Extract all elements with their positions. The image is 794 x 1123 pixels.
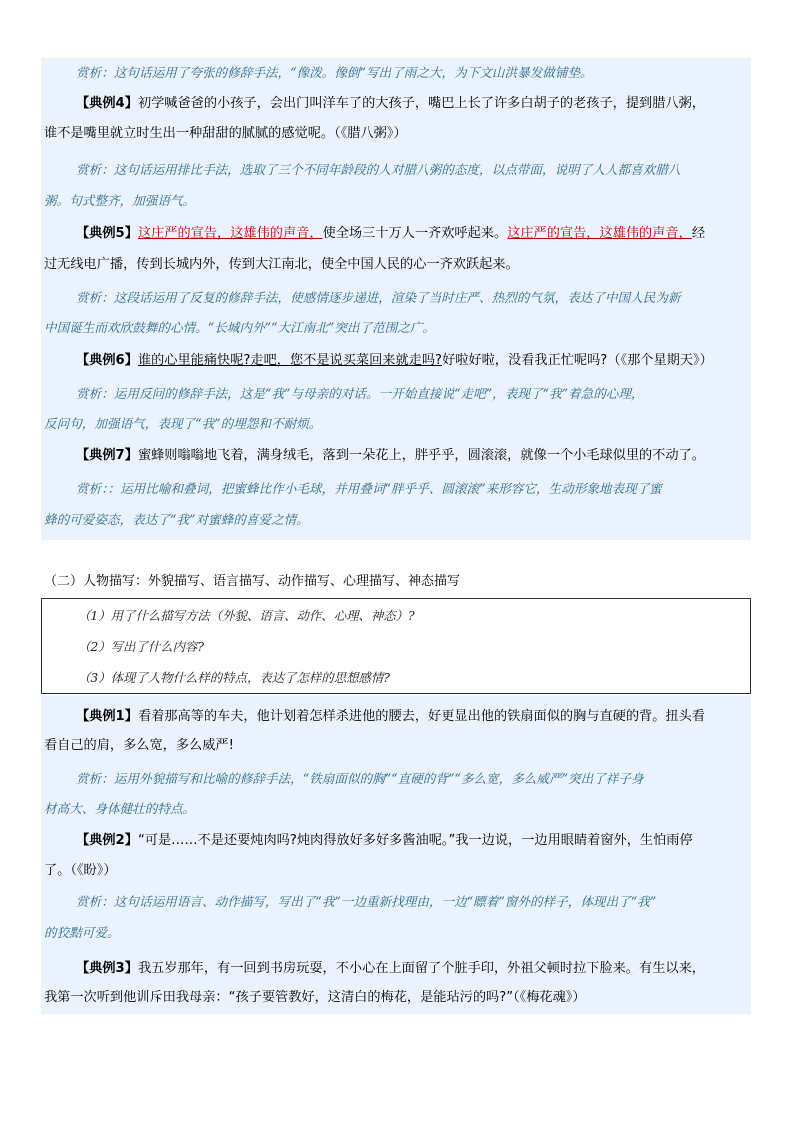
example-s2-3-line1 [76,954,705,984]
example-text: “可是……不是还要炖肉吗?炖肉得放好多好多酱油呢。”我一边说，一边用眼睛着窗外，生怕雨停 [137,833,693,848]
example-label: 【典例7】 [76,448,138,463]
underlined-phrase: 谁的心里能痛快呢?走吧，您不是说买菜回来就走吗? [137,353,443,368]
question-3: （3）体现了人物什么样的特点，表达了怎样的思想感情? [78,670,390,685]
example-label: 【典例5】 [76,226,138,241]
example-s2-1-line1 [76,702,705,732]
example-4-line1 [76,89,705,119]
highlighted-phrase: 这庄严的宣告，这雄伟的声音， [507,226,692,241]
question-box [41,598,751,694]
analysis-5-line2: 中国诞生而欢欣鼓舞的心情。“长城内外”“大江南北”突出了范围之广。 [44,320,435,335]
analysis-s2-1-line2: 材高大、身体健壮的特点。 [44,801,196,816]
analysis-5-line1: 赏析：这段话运用了反复的修辞手法，使感情逐步递进，渲染了当时庄严、热烈的气氛，表达了中国人民为新 [76,290,681,305]
example-label: 【典例6】 [76,353,138,368]
analysis-6-line2: 反问句，加强语气，表现了“我”的埋怨和不耐烦。 [44,416,322,431]
analysis-4-line1: 赏析：这句话运用排比手法，选取了三个不同年龄段的人对腊八粥的态度，以点带面，说明了人人都喜欢腊八 [76,162,681,177]
analysis-s2-1-line1: 赏析：运用外貌描写和比喻的修辞手法，“铁扇面似的胸”“直硬的背”“多么宽，多么威严”突出了祥子身 [76,771,644,786]
example-label: 【典例3】 [76,961,138,976]
analysis-3: 赏析：这句话运用了夸张的修辞手法，“像泼。像倒”写出了雨之大，为下文山洪暴发做铺垫。 [76,65,593,80]
example-s2-2-line1 [76,826,693,856]
section-heading: （二）人物描写：外貌描写、语言描写、动作描写、心理描写、神态描写 [44,574,461,589]
example-label: 【典例4】 [76,96,138,111]
example-7-line1 [76,441,705,471]
example-4-line2: 谁不是嘴里就立时生出一种甜甜的腻腻的感觉呢。（《腊八粥》） [44,126,407,141]
example-text: 初学喊爸爸的小孩子，会出门叫洋车了的大孩子，嘴巴上长了许多白胡子的老孩子，提到腊八粥， [137,96,705,111]
example-text: 看着那高等的车夫，他计划着怎样杀进他的腰去，好更显出他的铁扇面似的胸与直硬的背。扭头看 [137,709,705,724]
example-label: 【典例2】 [76,833,138,848]
example-5-line2: 过无线电广播，传到长城内外，传到大江南北，使全中国人民的心一齐欢跃起来。 [44,257,519,272]
example-6-line1 [76,346,713,376]
example-text: 好啦好啦，没看我正忙呢吗?（《那个星期天》） [442,353,713,368]
example-label: 【典例1】 [76,709,138,724]
example-text: 使全场三十万人一齐欢呼起来。 [322,226,508,241]
highlighted-phrase: 这庄严的宣告，这雄伟的声音， [137,226,323,241]
question-2: （2）写出了什么内容? [78,639,205,654]
example-5-line1 [76,219,705,249]
example-s2-1-line2: 看自己的肩，多么宽，多么威严! [44,738,234,753]
analysis-7-line1: 赏析：：运用比喻和叠词，把蜜蜂比作小毛球，并用叠词“胖乎乎、圆滚滚”来形容它，生动形象地表现了蜜 [76,481,662,496]
example-text: 经 [691,226,705,241]
analysis-4-line2: 粥。句式整齐，加强语气。 [44,193,196,208]
analysis-s2-2-line2: 的狡黠可爱。 [44,925,120,940]
example-s2-3-line2: 我第一次听到他训斥田我母亲：“孩子要管教好，这清白的梅花，是能玷污的吗?”（《梅花魂》） [44,990,586,1005]
question-1: （1）用了什么描写方法（外貌、语言、动作、心理、神态）? [78,608,415,623]
example-text: 我五岁那年，有一回到书房玩耍，不小心在上面留了个脏手印，外祖父顿时拉下脸来。有生以来， [137,961,705,976]
example-s2-2-line2: 了。（《盼》） [44,863,117,878]
analysis-s2-2-line1: 赏析：这句话运用语言、动作描写，写出了“我”一边重新找理由，一边“瞟着”窗外的样子，体现出了“我” [76,894,657,909]
analysis-7-line2: 蜂的可爱姿态，表达了“我”对蜜蜂的喜爱之情。 [44,512,309,527]
analysis-6-line1: 赏析：运用反问的修辞手法，这是“我”与母亲的对话。一开始直接说“走吧”，表现了“我”着急的心理， [76,386,644,401]
example-text: 蜜蜂则嗡嗡地飞着，满身绒毛，落到一朵花上，胖乎乎，圆滚滚，就像一个小毛球似里的不动了。 [137,448,705,463]
